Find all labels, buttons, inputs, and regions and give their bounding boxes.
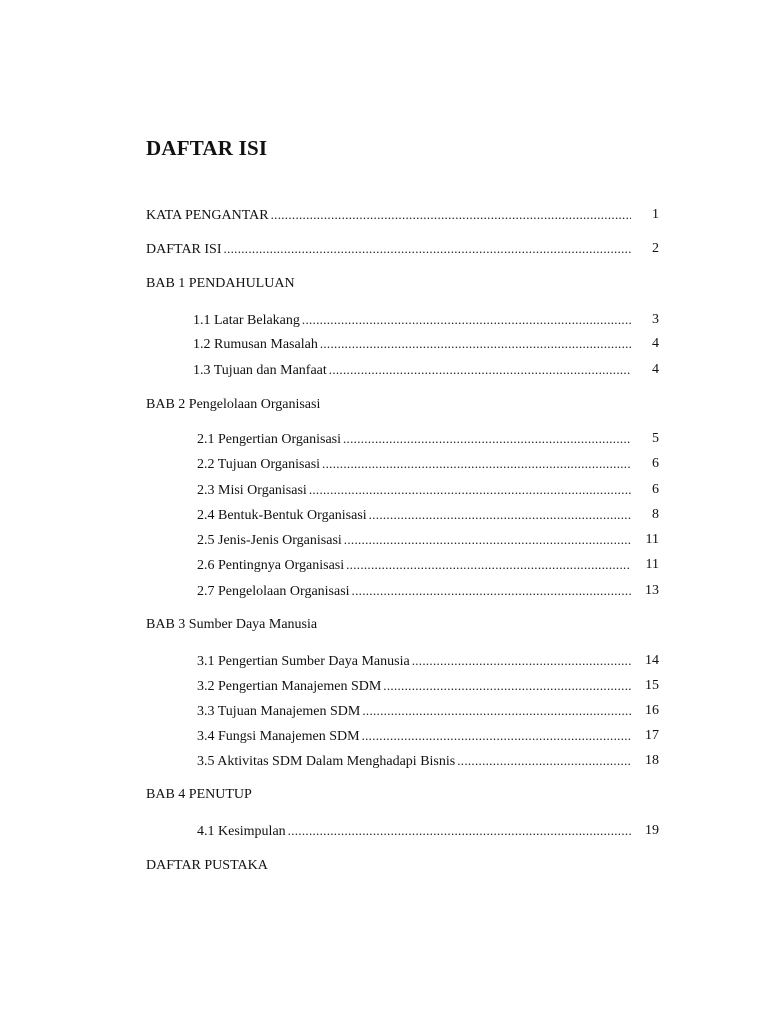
toc-entry-title: 2.2 Tujuan Organisasi bbox=[197, 457, 321, 472]
toc-dot-leader bbox=[329, 360, 631, 380]
toc-page-number: 15 bbox=[645, 678, 659, 693]
toc-entry-title: 1.3 Tujuan dan Manfaat bbox=[193, 363, 327, 378]
toc-entry bbox=[197, 480, 659, 500]
toc-page-number: 16 bbox=[645, 703, 659, 718]
toc-dot-leader bbox=[362, 726, 631, 746]
chapter-heading: BAB 4 PENUTUP bbox=[146, 787, 252, 802]
toc-page-number: 3 bbox=[652, 312, 659, 327]
toc-dot-leader bbox=[343, 429, 631, 449]
toc-dot-leader bbox=[224, 239, 632, 259]
toc-entry-title: 2.5 Jenis-Jenis Organisasi bbox=[197, 533, 342, 548]
page-title: DAFTAR ISI bbox=[146, 136, 268, 160]
toc-entry-title: 1.1 Latar Belakang bbox=[193, 313, 300, 328]
toc-entry bbox=[197, 429, 659, 449]
toc-entry bbox=[197, 454, 659, 474]
toc-page-number: 6 bbox=[652, 456, 659, 471]
toc-page-number: 6 bbox=[652, 482, 659, 497]
toc-dot-leader bbox=[457, 751, 631, 771]
toc-entry-title: 3.2 Pengertian Manajemen SDM bbox=[197, 679, 382, 694]
chapter-heading: DAFTAR PUSTAKA bbox=[146, 858, 268, 873]
toc-entry bbox=[197, 505, 659, 525]
toc-page-number: 14 bbox=[645, 653, 659, 668]
toc-page-number: 11 bbox=[645, 532, 659, 547]
toc-entry-title: 3.5 Aktivitas SDM Dalam Menghadapi Bisnis bbox=[197, 754, 456, 769]
chapter-heading: BAB 1 PENDAHULUAN bbox=[146, 276, 295, 291]
toc-dot-leader bbox=[271, 205, 631, 225]
toc-dot-leader bbox=[322, 454, 631, 474]
toc-page-number: 4 bbox=[652, 362, 659, 377]
toc-dot-leader bbox=[309, 480, 631, 500]
toc-entry-title: 3.3 Tujuan Manajemen SDM bbox=[197, 704, 361, 719]
toc-entry-title: 2.1 Pengertian Organisasi bbox=[197, 432, 341, 447]
toc-entry-title: 2.7 Pengelolaan Organisasi bbox=[197, 584, 350, 599]
toc-page-number: 4 bbox=[652, 336, 659, 351]
toc-page-number: 19 bbox=[645, 823, 659, 838]
toc-entry bbox=[197, 530, 659, 550]
toc-dot-leader bbox=[352, 581, 631, 601]
toc-dot-leader bbox=[302, 310, 631, 330]
toc-entry-title: DAFTAR ISI bbox=[146, 242, 222, 257]
toc-entry bbox=[193, 334, 659, 354]
toc-entry-title: 3.1 Pengertian Sumber Daya Manusia bbox=[197, 654, 410, 669]
chapter-heading: BAB 3 Sumber Daya Manusia bbox=[146, 617, 318, 632]
toc-entry-title: 1.2 Rumusan Masalah bbox=[193, 337, 318, 352]
toc-entry-title: 2.4 Bentuk-Bentuk Organisasi bbox=[197, 508, 367, 523]
toc-dot-leader bbox=[288, 821, 631, 841]
toc-dot-leader bbox=[346, 555, 631, 575]
toc-entry-title: 2.3 Misi Organisasi bbox=[197, 483, 307, 498]
toc-entry bbox=[197, 555, 659, 575]
toc-entry bbox=[146, 239, 659, 259]
toc-dot-leader bbox=[369, 505, 631, 525]
toc-page-number: 8 bbox=[652, 507, 659, 522]
toc-page-number: 11 bbox=[645, 557, 659, 572]
toc-entry bbox=[197, 651, 659, 671]
toc-dot-leader bbox=[344, 530, 631, 550]
toc-entry-title: 4.1 Kesimpulan bbox=[197, 824, 286, 839]
toc-page-number: 18 bbox=[645, 753, 659, 768]
toc-page-number: 2 bbox=[652, 241, 659, 256]
toc-entry bbox=[197, 751, 659, 771]
toc-page-number: 17 bbox=[645, 728, 659, 743]
toc-page-number: 5 bbox=[652, 431, 659, 446]
toc-entry bbox=[197, 726, 659, 746]
toc-entry-title: KATA PENGANTAR bbox=[146, 208, 269, 223]
toc-entry-title: 2.6 Pentingnya Organisasi bbox=[197, 558, 345, 573]
toc-page-number: 13 bbox=[645, 583, 659, 598]
chapter-heading: BAB 2 Pengelolaan Organisasi bbox=[146, 397, 321, 412]
toc-dot-leader bbox=[412, 651, 631, 671]
toc-entry bbox=[146, 205, 659, 225]
toc-entry bbox=[193, 360, 659, 380]
toc-dot-leader bbox=[362, 701, 631, 721]
toc-dot-leader bbox=[383, 676, 631, 696]
toc-entry bbox=[197, 821, 659, 841]
toc-dot-leader bbox=[320, 334, 631, 354]
toc-page-number: 1 bbox=[652, 207, 659, 222]
toc-entry-title: 3.4 Fungsi Manajemen SDM bbox=[197, 729, 360, 744]
toc-entry bbox=[197, 581, 659, 601]
toc-entry bbox=[193, 310, 659, 330]
toc-entry bbox=[197, 701, 659, 721]
toc-entry bbox=[197, 676, 659, 696]
